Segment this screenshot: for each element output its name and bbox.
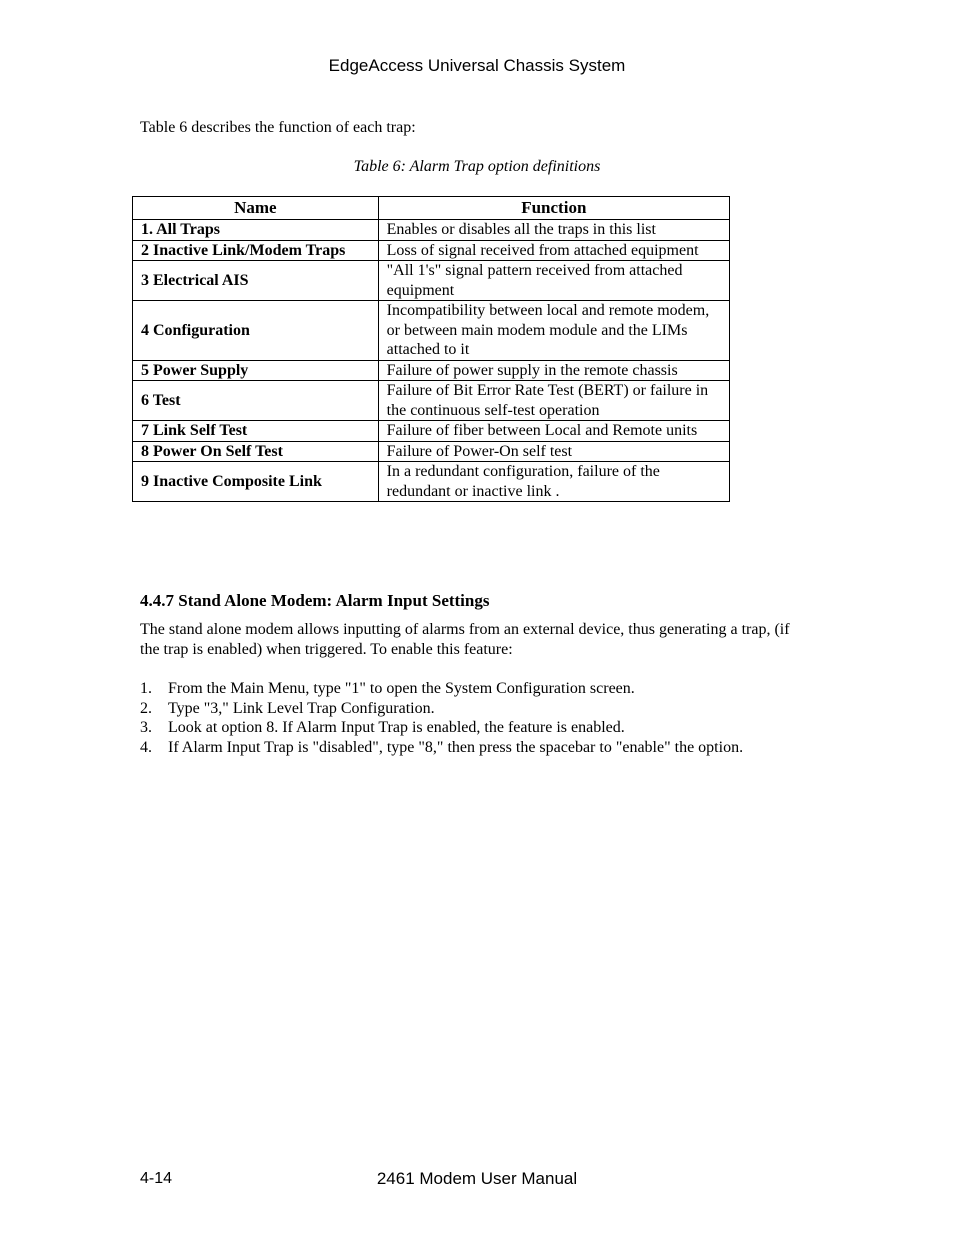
table-row (133, 240, 730, 261)
column-header-name: Name (133, 197, 379, 220)
trap-function: Failure of Power-On self test (378, 441, 729, 462)
trap-function: Failure of fiber between Local and Remote units (378, 421, 729, 442)
table-row (133, 381, 730, 421)
trap-name: 4 Configuration (133, 301, 379, 361)
trap-name: 3 Electrical AIS (133, 261, 379, 301)
trap-name: 8 Power On Self Test (133, 441, 379, 462)
table-row (133, 220, 730, 241)
list-item (140, 679, 820, 699)
trap-name: 1. All Traps (133, 220, 379, 241)
trap-name: 9 Inactive Composite Link (133, 462, 379, 502)
table-caption: Table 6: Alarm Trap option definitions (353, 158, 601, 175)
step-number: 4. (140, 739, 152, 757)
step-number: 3. (140, 719, 152, 737)
trap-function: Enables or disables all the traps in this list (378, 220, 729, 241)
step-number: 2. (140, 699, 152, 717)
table-row (133, 360, 730, 381)
section-heading: 4.4.7 Stand Alone Modem: Alarm Input Settings (140, 591, 490, 610)
trap-function: Failure of Bit Error Rate Test (BERT) or failure in the continuous self-test operation (378, 381, 729, 421)
table-row (133, 441, 730, 462)
table-row (133, 261, 730, 301)
step-number: 1. (140, 680, 152, 697)
trap-function: Incompatibility between local and remote modem, or between main modem module and the LIMs attached to it (378, 301, 729, 361)
trap-name: 5 Power Supply (133, 360, 379, 381)
step-text: Look at option 8. If Alarm Input Trap is enabled, the feature is enabled. (168, 719, 625, 737)
list-item (140, 738, 820, 758)
trap-function: "All 1's" signal pattern received from attached equipment (378, 261, 729, 301)
table-row (133, 462, 730, 502)
footer-manual-title: 2461 Modem User Manual (376, 1169, 578, 1188)
trap-name: 2 Inactive Link/Modem Traps (133, 240, 379, 261)
alarm-trap-table (132, 196, 730, 502)
column-header-function: Function (378, 197, 729, 220)
list-item (140, 718, 820, 738)
trap-function: In a redundant configuration, failure of the redundant or inactive link . (378, 462, 729, 502)
step-text: From the Main Menu, type "1" to open the System Configuration screen. (168, 680, 635, 697)
page-header: EdgeAccess Universal Chassis System (328, 56, 626, 75)
page-number: 4-14 (140, 1170, 173, 1187)
trap-name: 7 Link Self Test (133, 421, 379, 442)
list-item (140, 699, 820, 719)
trap-function: Failure of power supply in the remote chassis (378, 360, 729, 381)
section-paragraph: The stand alone modem allows inputting of alarms from an external device, thus generating a trap, (if the trap is enabled) when triggered. To enable this feature: (140, 621, 790, 658)
table-header-row (133, 197, 730, 220)
step-text: If Alarm Input Trap is "disabled", type "8," then press the spacebar to "enable" the option. (168, 739, 744, 757)
step-text: Type "3," Link Level Trap Configuration. (168, 699, 435, 717)
trap-name: 6 Test (133, 381, 379, 421)
trap-function: Loss of signal received from attached equipment (378, 240, 729, 261)
intro-text: Table 6 describes the function of each trap: (140, 119, 416, 136)
table-row (133, 421, 730, 442)
steps-list (140, 679, 820, 758)
table-row (133, 301, 730, 361)
